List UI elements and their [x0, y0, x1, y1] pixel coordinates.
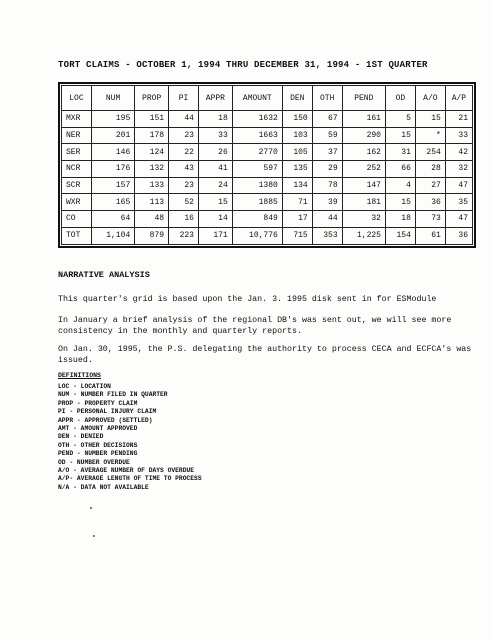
table-cell: 31: [385, 144, 415, 161]
table-row: [62, 227, 473, 244]
table-cell: 715: [282, 227, 312, 244]
scan-speck: [90, 507, 92, 509]
column-header: DEN: [282, 86, 312, 111]
table-cell: 154: [385, 227, 415, 244]
table-cell: 47: [445, 211, 472, 228]
table-cell: 15: [198, 194, 232, 211]
table-cell: 290: [342, 127, 385, 144]
table-header-row: [62, 86, 473, 111]
definitions-heading: DEFINITIONS: [58, 372, 101, 379]
table-row: [62, 194, 473, 211]
table-cell: 171: [198, 227, 232, 244]
definition-item: AMT - AMOUNT APPROVED: [58, 425, 138, 433]
table-cell: 59: [312, 127, 342, 144]
table-cell: 42: [445, 144, 472, 161]
table-cell: 61: [415, 227, 445, 244]
table-cell: 10,776: [232, 227, 282, 244]
table-cell: 1,104: [91, 227, 134, 244]
definition-item: OTH - OTHER DECISIONS: [58, 441, 138, 449]
table-cell: 44: [312, 211, 342, 228]
table-cell: WXR: [62, 194, 92, 211]
table-cell: 15: [415, 111, 445, 128]
claims-table-frame: [58, 82, 476, 248]
table-cell: 181: [342, 194, 385, 211]
table-cell: 18: [385, 211, 415, 228]
definition-item: APPR - APPROVED (SETTLED): [58, 416, 153, 424]
table-cell: 35: [445, 194, 472, 211]
table-cell: 151: [135, 111, 169, 128]
table-cell: 254: [415, 144, 445, 161]
column-header: PEND: [342, 86, 385, 111]
table-cell: 32: [445, 161, 472, 178]
table-cell: 178: [135, 127, 169, 144]
definition-item: A/P- AVERAGE LENGTH OF TIME TO PROCESS: [58, 475, 202, 483]
table-cell: 17: [282, 211, 312, 228]
table-row: [62, 144, 473, 161]
table-cell: 41: [198, 161, 232, 178]
table-cell: 27: [415, 177, 445, 194]
table-cell: 33: [445, 127, 472, 144]
column-header: OD: [385, 86, 415, 111]
table-row: [62, 111, 473, 128]
table-cell: 252: [342, 161, 385, 178]
page-title: TORT CLAIMS - OCTOBER 1, 1994 THRU DECEMBER 31, 1994 - 1ST QUARTER: [58, 60, 428, 70]
table-cell: 165: [91, 194, 134, 211]
table-cell: 29: [312, 161, 342, 178]
table-cell: 14: [198, 211, 232, 228]
table-cell: 157: [91, 177, 134, 194]
definitions-list: [58, 383, 202, 492]
table-cell: 18: [198, 111, 232, 128]
table-cell: 147: [342, 177, 385, 194]
table-cell: 15: [385, 127, 415, 144]
table-row: [62, 211, 473, 228]
table-cell: 849: [232, 211, 282, 228]
table-cell: 597: [232, 161, 282, 178]
table-cell: MXR: [62, 111, 92, 128]
table-cell: 21: [445, 111, 472, 128]
table-cell: 23: [169, 127, 199, 144]
definition-item: PI - PERSONAL INJURY CLAIM: [58, 408, 157, 416]
table-cell: 1663: [232, 127, 282, 144]
table-cell: 1632: [232, 111, 282, 128]
definition-item: LOC - LOCATION: [58, 383, 111, 390]
table-cell: 353: [312, 227, 342, 244]
table-cell: 5: [385, 111, 415, 128]
definition-item: NUM - NUMBER FILED IN QUARTER: [58, 391, 168, 399]
table-cell: SCR: [62, 177, 92, 194]
table-cell: 15: [385, 194, 415, 211]
column-header: PROP: [135, 86, 169, 111]
table-cell: 4: [385, 177, 415, 194]
narrative-paragraph-1: This quarter's grid is based upon the Jan. 3. 1995 disk sent in for ESModule: [58, 295, 437, 304]
table-cell: 201: [91, 127, 134, 144]
table-cell: 16: [169, 211, 199, 228]
table-cell: 2770: [232, 144, 282, 161]
column-header: A/P: [445, 86, 472, 111]
table-cell: 103: [282, 127, 312, 144]
definition-item: N/A - DATA NOT AVAILABLE: [58, 483, 149, 491]
table-cell: 161: [342, 111, 385, 128]
table-cell: 78: [312, 177, 342, 194]
table-cell: 133: [135, 177, 169, 194]
definition-item: PEND - NUMBER PENDING: [58, 450, 138, 458]
table-row: [62, 127, 473, 144]
table-cell: 43: [169, 161, 199, 178]
column-header: LOC: [62, 86, 92, 111]
table-cell: 132: [135, 161, 169, 178]
column-header: OTH: [312, 86, 342, 111]
table-cell: 33: [198, 127, 232, 144]
table-cell: 64: [91, 211, 134, 228]
table-cell: NCR: [62, 161, 92, 178]
column-header: A/O: [415, 86, 445, 111]
table-cell: 1380: [232, 177, 282, 194]
table-cell: 37: [312, 144, 342, 161]
narrative-paragraph-3: On Jan. 30, 1995, the P.S. delegating the authority to process CECA and ECFCA's was issued.: [58, 345, 472, 365]
narrative-paragraph-2: In January a brief analysis of the regional DB's was sent out, we will see more consistency in the monthly and quarterly reports.: [58, 316, 452, 336]
table-cell: 28: [415, 161, 445, 178]
table-cell: TOT: [62, 227, 92, 244]
scan-speck: [93, 535, 95, 537]
table-cell: 1885: [232, 194, 282, 211]
table-cell: 195: [91, 111, 134, 128]
table-cell: 24: [198, 177, 232, 194]
table-row: [62, 177, 473, 194]
table-cell: 146: [91, 144, 134, 161]
definition-item: A/O - AVERAGE NUMBER OF DAYS OVERDUE: [58, 467, 195, 475]
table-cell: 39: [312, 194, 342, 211]
table-cell: 105: [282, 144, 312, 161]
column-header: NUM: [91, 86, 134, 111]
column-header: PI: [169, 86, 199, 111]
table-cell: 134: [282, 177, 312, 194]
narrative-heading: NARRATIVE ANALYSIS: [58, 270, 150, 280]
table-cell: 23: [169, 177, 199, 194]
table-cell: 66: [385, 161, 415, 178]
table-cell: 44: [169, 111, 199, 128]
table-cell: 135: [282, 161, 312, 178]
table-cell: 124: [135, 144, 169, 161]
table-cell: 36: [445, 227, 472, 244]
table-cell: 223: [169, 227, 199, 244]
table-cell: 47: [445, 177, 472, 194]
definition-item: OD - NUMBER OVERDUE: [58, 458, 130, 466]
table-cell: 36: [415, 194, 445, 211]
table-cell: 879: [135, 227, 169, 244]
table-cell: CO: [62, 211, 92, 228]
table-cell: 71: [282, 194, 312, 211]
table-cell: 162: [342, 144, 385, 161]
table-cell: 176: [91, 161, 134, 178]
table-cell: 32: [342, 211, 385, 228]
table-cell: 113: [135, 194, 169, 211]
definition-item: DEN - DENIED: [58, 433, 104, 441]
table-cell: 26: [198, 144, 232, 161]
table-row: [62, 161, 473, 178]
table-cell: 1,225: [342, 227, 385, 244]
column-header: AMOUNT: [232, 86, 282, 111]
table-cell: 67: [312, 111, 342, 128]
table-cell: *: [415, 127, 445, 144]
table-cell: 150: [282, 111, 312, 128]
column-header: APPR: [198, 86, 232, 111]
table-cell: 52: [169, 194, 199, 211]
table-cell: NER: [62, 127, 92, 144]
table-cell: 73: [415, 211, 445, 228]
claims-table: [61, 85, 473, 245]
table-cell: SER: [62, 144, 92, 161]
table-cell: 48: [135, 211, 169, 228]
table-cell: 22: [169, 144, 199, 161]
table-body: [62, 111, 473, 245]
definition-item: PROP - PROPERTY CLAIM: [58, 399, 138, 407]
